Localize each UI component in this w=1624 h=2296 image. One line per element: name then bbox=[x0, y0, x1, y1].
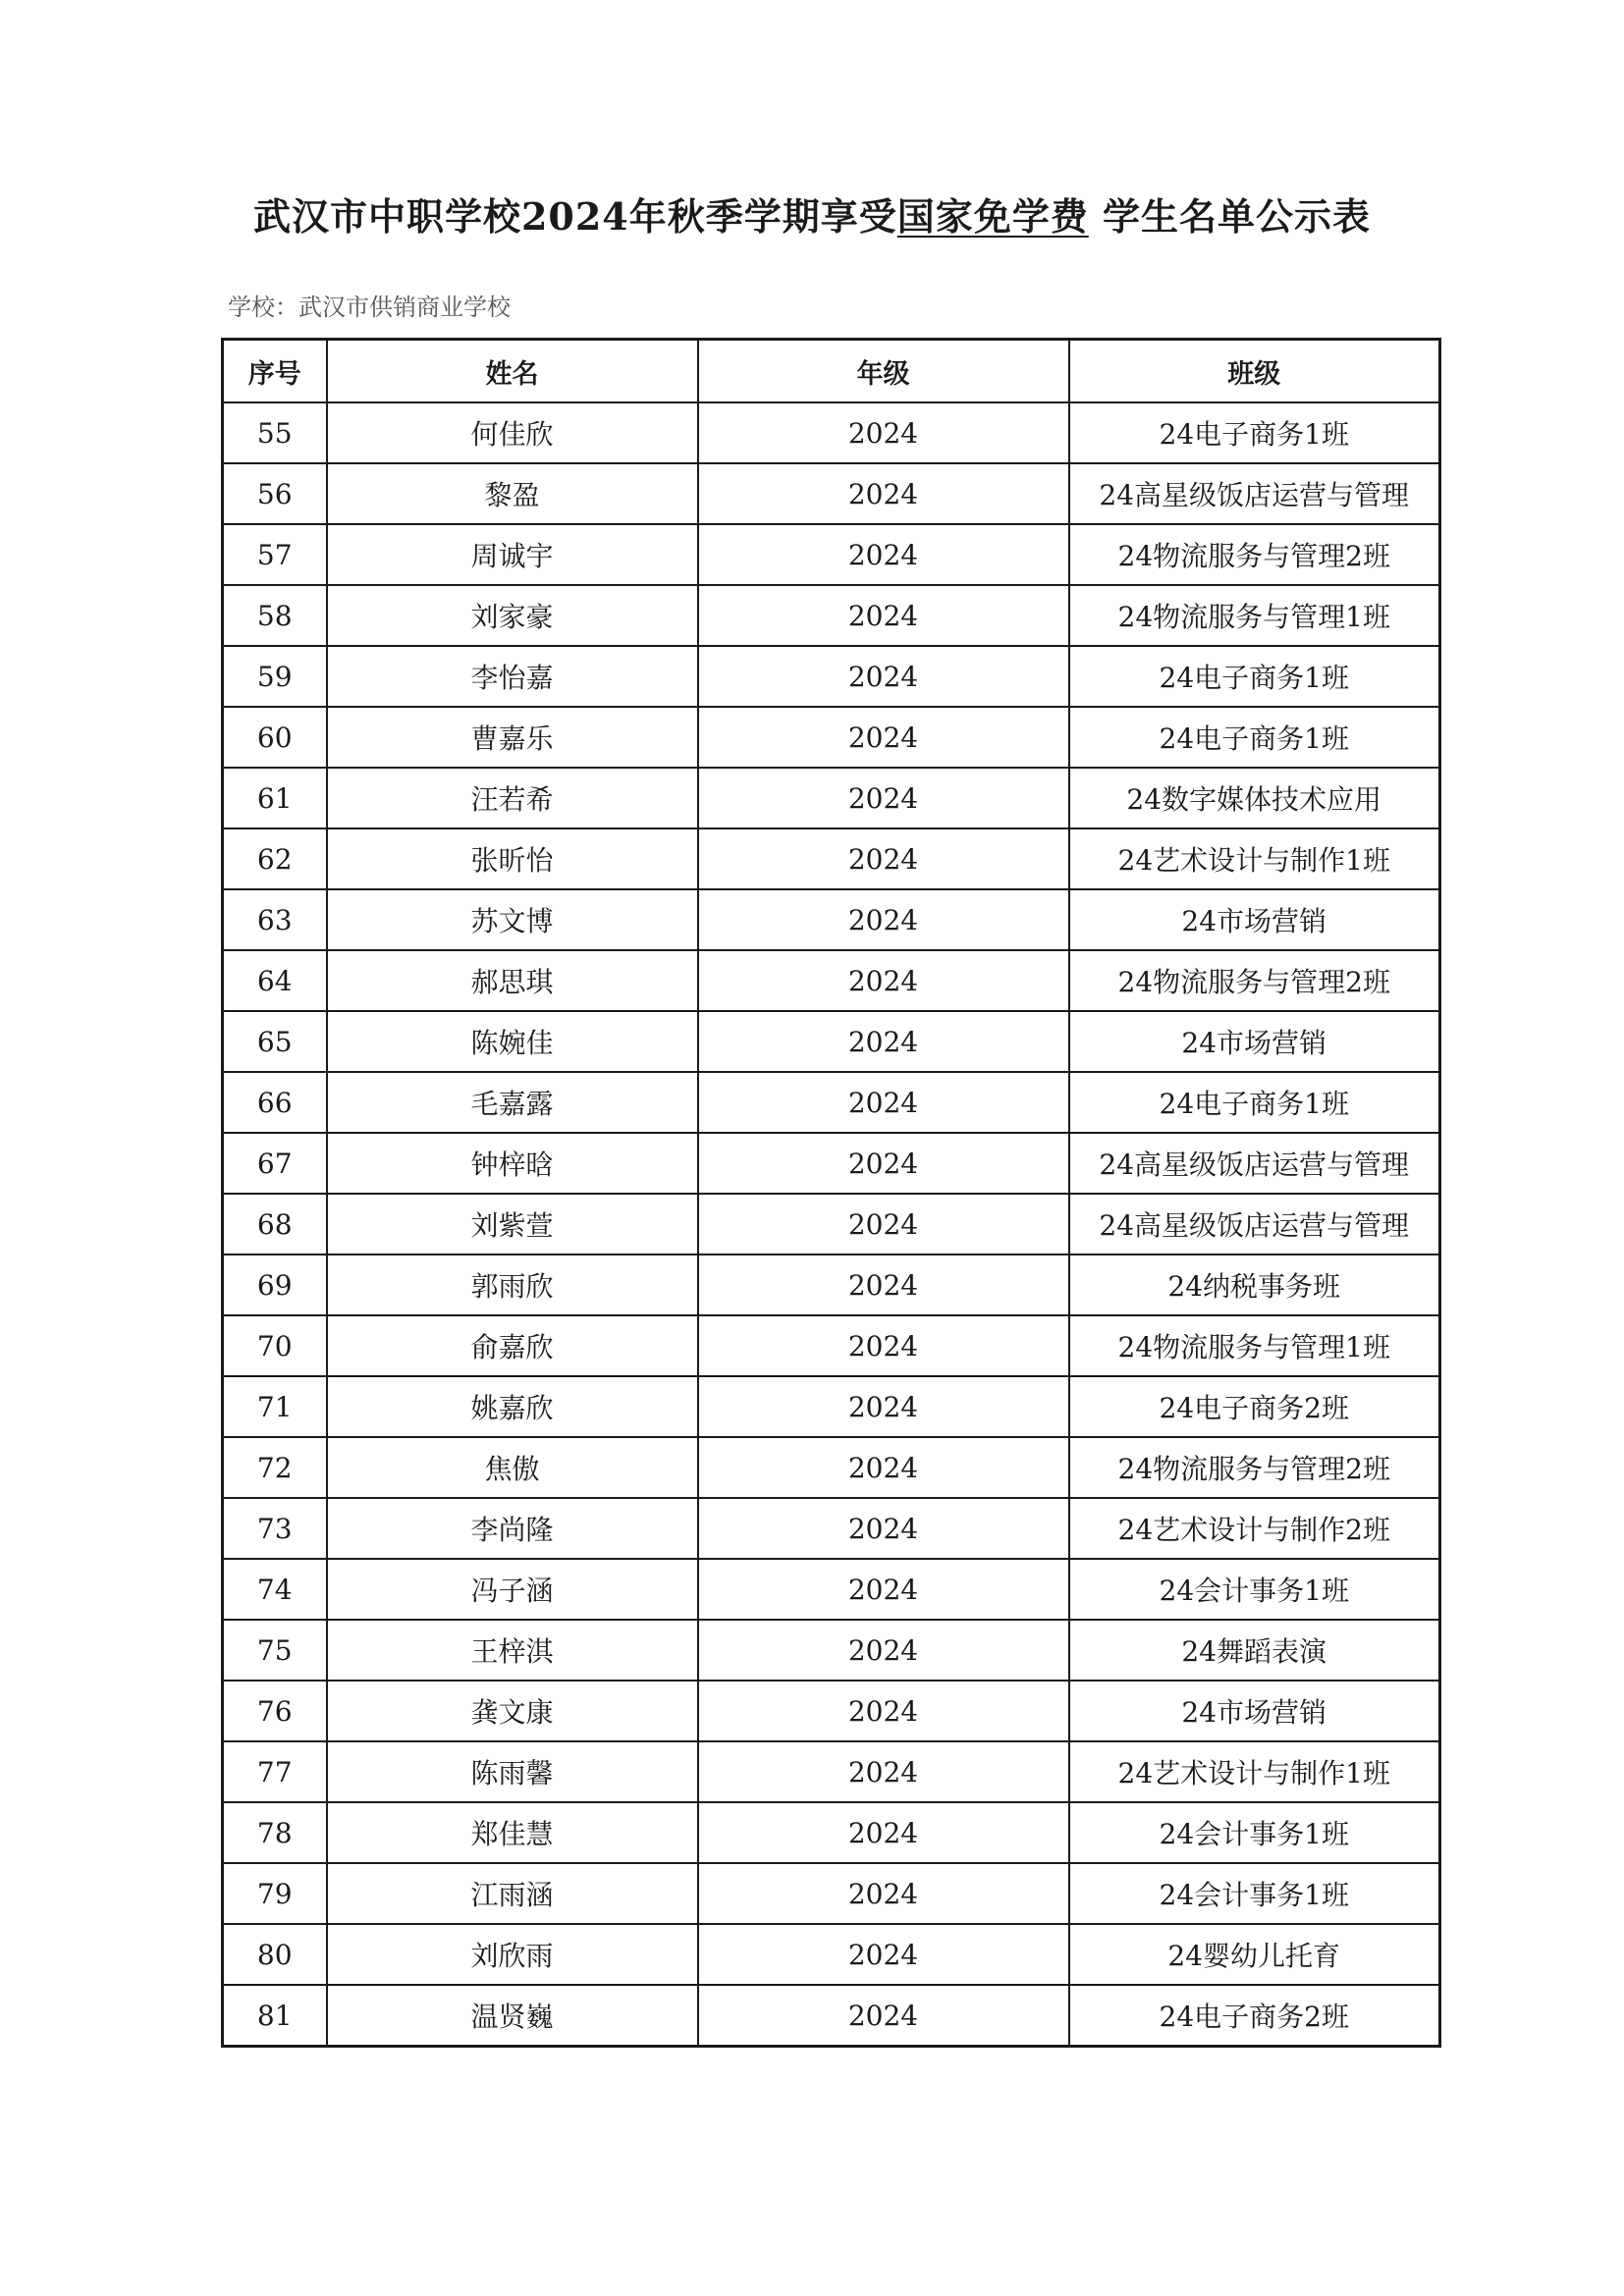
table-row bbox=[223, 1559, 1440, 1620]
table-row bbox=[223, 524, 1440, 585]
cell-no: 66 bbox=[223, 1072, 327, 1133]
table-row bbox=[223, 1985, 1440, 2047]
cell-class: 24艺术设计与制作1班 bbox=[1069, 828, 1440, 889]
header-class: 班级 bbox=[1069, 340, 1440, 403]
table-row bbox=[223, 1376, 1440, 1437]
cell-class: 24物流服务与管理2班 bbox=[1069, 524, 1440, 585]
cell-name: 钟梓晗 bbox=[327, 1133, 698, 1194]
cell-name: 王梓淇 bbox=[327, 1620, 698, 1681]
cell-class: 24物流服务与管理2班 bbox=[1069, 1437, 1440, 1498]
cell-class: 24高星级饭店运营与管理 bbox=[1069, 463, 1440, 524]
cell-class: 24电子商务2班 bbox=[1069, 1985, 1440, 2047]
cell-grade: 2024 bbox=[698, 1863, 1069, 1924]
cell-name: 苏文博 bbox=[327, 889, 698, 950]
cell-grade: 2024 bbox=[698, 1376, 1069, 1437]
table-row bbox=[223, 1072, 1440, 1133]
cell-class: 24电子商务2班 bbox=[1069, 1376, 1440, 1437]
cell-name: 周诚宇 bbox=[327, 524, 698, 585]
cell-class: 24婴幼儿托育 bbox=[1069, 1924, 1440, 1985]
cell-name: 江雨涵 bbox=[327, 1863, 698, 1924]
cell-no: 78 bbox=[223, 1802, 327, 1863]
cell-name: 黎盈 bbox=[327, 463, 698, 524]
cell-no: 69 bbox=[223, 1255, 327, 1315]
table-row bbox=[223, 1681, 1440, 1741]
cell-grade: 2024 bbox=[698, 402, 1069, 463]
cell-name: 郭雨欣 bbox=[327, 1255, 698, 1315]
cell-name: 毛嘉露 bbox=[327, 1072, 698, 1133]
table-row bbox=[223, 646, 1440, 707]
cell-class: 24市场营销 bbox=[1069, 1011, 1440, 1072]
cell-no: 55 bbox=[223, 402, 327, 463]
table-row bbox=[223, 1802, 1440, 1863]
cell-no: 73 bbox=[223, 1498, 327, 1559]
cell-no: 61 bbox=[223, 768, 327, 828]
cell-class: 24电子商务1班 bbox=[1069, 402, 1440, 463]
cell-grade: 2024 bbox=[698, 828, 1069, 889]
cell-name: 郑佳慧 bbox=[327, 1802, 698, 1863]
cell-no: 62 bbox=[223, 828, 327, 889]
table-row bbox=[223, 402, 1440, 463]
cell-grade: 2024 bbox=[698, 1255, 1069, 1315]
table-row bbox=[223, 1315, 1440, 1376]
header-grade: 年级 bbox=[698, 340, 1069, 403]
table-row bbox=[223, 1437, 1440, 1498]
table-row bbox=[223, 1741, 1440, 1802]
cell-no: 79 bbox=[223, 1863, 327, 1924]
cell-no: 71 bbox=[223, 1376, 327, 1437]
cell-grade: 2024 bbox=[698, 1620, 1069, 1681]
cell-name: 郝思琪 bbox=[327, 950, 698, 1011]
cell-no: 67 bbox=[223, 1133, 327, 1194]
cell-no: 56 bbox=[223, 463, 327, 524]
table-row bbox=[223, 1011, 1440, 1072]
page-title bbox=[0, 187, 1624, 240]
cell-no: 68 bbox=[223, 1194, 327, 1255]
cell-class: 24会计事务1班 bbox=[1069, 1863, 1440, 1924]
cell-class: 24电子商务1班 bbox=[1069, 646, 1440, 707]
cell-name: 张昕怡 bbox=[327, 828, 698, 889]
cell-grade: 2024 bbox=[698, 1924, 1069, 1985]
table-row bbox=[223, 1863, 1440, 1924]
cell-name: 刘家豪 bbox=[327, 585, 698, 646]
cell-name: 陈婉佳 bbox=[327, 1011, 698, 1072]
cell-grade: 2024 bbox=[698, 646, 1069, 707]
cell-grade: 2024 bbox=[698, 1741, 1069, 1802]
cell-grade: 2024 bbox=[698, 1437, 1069, 1498]
cell-grade: 2024 bbox=[698, 585, 1069, 646]
cell-class: 24电子商务1班 bbox=[1069, 707, 1440, 768]
cell-grade: 2024 bbox=[698, 1315, 1069, 1376]
cell-grade: 2024 bbox=[698, 1133, 1069, 1194]
table-row bbox=[223, 585, 1440, 646]
cell-grade: 2024 bbox=[698, 1498, 1069, 1559]
table-row bbox=[223, 1620, 1440, 1681]
table-row bbox=[223, 1194, 1440, 1255]
header-no: 序号 bbox=[223, 340, 327, 403]
cell-name: 冯子涵 bbox=[327, 1559, 698, 1620]
title-part-2: 学生名单公示表 bbox=[1103, 194, 1372, 239]
cell-no: 80 bbox=[223, 1924, 327, 1985]
table-row bbox=[223, 1924, 1440, 1985]
table-row bbox=[223, 463, 1440, 524]
cell-grade: 2024 bbox=[698, 1011, 1069, 1072]
header-name: 姓名 bbox=[327, 340, 698, 403]
table-row bbox=[223, 1498, 1440, 1559]
cell-no: 76 bbox=[223, 1681, 327, 1741]
cell-name: 李尚隆 bbox=[327, 1498, 698, 1559]
cell-class: 24会计事务1班 bbox=[1069, 1802, 1440, 1863]
cell-class: 24艺术设计与制作1班 bbox=[1069, 1741, 1440, 1802]
cell-name: 曹嘉乐 bbox=[327, 707, 698, 768]
table-row bbox=[223, 828, 1440, 889]
cell-no: 74 bbox=[223, 1559, 327, 1620]
cell-no: 70 bbox=[223, 1315, 327, 1376]
cell-grade: 2024 bbox=[698, 524, 1069, 585]
cell-no: 63 bbox=[223, 889, 327, 950]
cell-class: 24高星级饭店运营与管理 bbox=[1069, 1133, 1440, 1194]
table-row bbox=[223, 889, 1440, 950]
cell-grade: 2024 bbox=[698, 1072, 1069, 1133]
cell-name: 俞嘉欣 bbox=[327, 1315, 698, 1376]
cell-no: 75 bbox=[223, 1620, 327, 1681]
table-row bbox=[223, 707, 1440, 768]
cell-grade: 2024 bbox=[698, 889, 1069, 950]
table-row bbox=[223, 768, 1440, 828]
cell-name: 龚文康 bbox=[327, 1681, 698, 1741]
student-table bbox=[221, 338, 1441, 2048]
cell-grade: 2024 bbox=[698, 1802, 1069, 1863]
cell-class: 24艺术设计与制作2班 bbox=[1069, 1498, 1440, 1559]
cell-name: 何佳欣 bbox=[327, 402, 698, 463]
school-label: 学校：武汉市供销商业学校 bbox=[228, 294, 511, 321]
cell-no: 60 bbox=[223, 707, 327, 768]
cell-name: 李怡嘉 bbox=[327, 646, 698, 707]
cell-no: 58 bbox=[223, 585, 327, 646]
cell-name: 陈雨馨 bbox=[327, 1741, 698, 1802]
cell-grade: 2024 bbox=[698, 950, 1069, 1011]
cell-class: 24物流服务与管理1班 bbox=[1069, 1315, 1440, 1376]
table-row bbox=[223, 1255, 1440, 1315]
cell-class: 24市场营销 bbox=[1069, 889, 1440, 950]
cell-class: 24会计事务1班 bbox=[1069, 1559, 1440, 1620]
cell-name: 刘欣雨 bbox=[327, 1924, 698, 1985]
cell-no: 65 bbox=[223, 1011, 327, 1072]
cell-grade: 2024 bbox=[698, 1194, 1069, 1255]
cell-class: 24纳税事务班 bbox=[1069, 1255, 1440, 1315]
cell-no: 72 bbox=[223, 1437, 327, 1498]
table-header-row bbox=[223, 340, 1440, 403]
title-underlined: 国家免学费 bbox=[896, 194, 1089, 239]
cell-class: 24舞蹈表演 bbox=[1069, 1620, 1440, 1681]
cell-no: 64 bbox=[223, 950, 327, 1011]
cell-grade: 2024 bbox=[698, 1681, 1069, 1741]
cell-class: 24数字媒体技术应用 bbox=[1069, 768, 1440, 828]
cell-class: 24物流服务与管理1班 bbox=[1069, 585, 1440, 646]
cell-no: 81 bbox=[223, 1985, 327, 2047]
cell-no: 77 bbox=[223, 1741, 327, 1802]
title-part-1: 武汉市中职学校2024年秋季学期享受 bbox=[252, 194, 897, 239]
cell-name: 汪若希 bbox=[327, 768, 698, 828]
cell-name: 姚嘉欣 bbox=[327, 1376, 698, 1437]
cell-no: 59 bbox=[223, 646, 327, 707]
cell-class: 24市场营销 bbox=[1069, 1681, 1440, 1741]
cell-grade: 2024 bbox=[698, 707, 1069, 768]
cell-grade: 2024 bbox=[698, 1985, 1069, 2047]
cell-no: 57 bbox=[223, 524, 327, 585]
cell-name: 焦傲 bbox=[327, 1437, 698, 1498]
table-body bbox=[223, 402, 1440, 2047]
table-row bbox=[223, 1133, 1440, 1194]
cell-class: 24电子商务1班 bbox=[1069, 1072, 1440, 1133]
table-row bbox=[223, 950, 1440, 1011]
cell-grade: 2024 bbox=[698, 1559, 1069, 1620]
cell-class: 24物流服务与管理2班 bbox=[1069, 950, 1440, 1011]
cell-name: 温贤巍 bbox=[327, 1985, 698, 2047]
cell-grade: 2024 bbox=[698, 768, 1069, 828]
cell-grade: 2024 bbox=[698, 463, 1069, 524]
cell-name: 刘紫萱 bbox=[327, 1194, 698, 1255]
cell-class: 24高星级饭店运营与管理 bbox=[1069, 1194, 1440, 1255]
